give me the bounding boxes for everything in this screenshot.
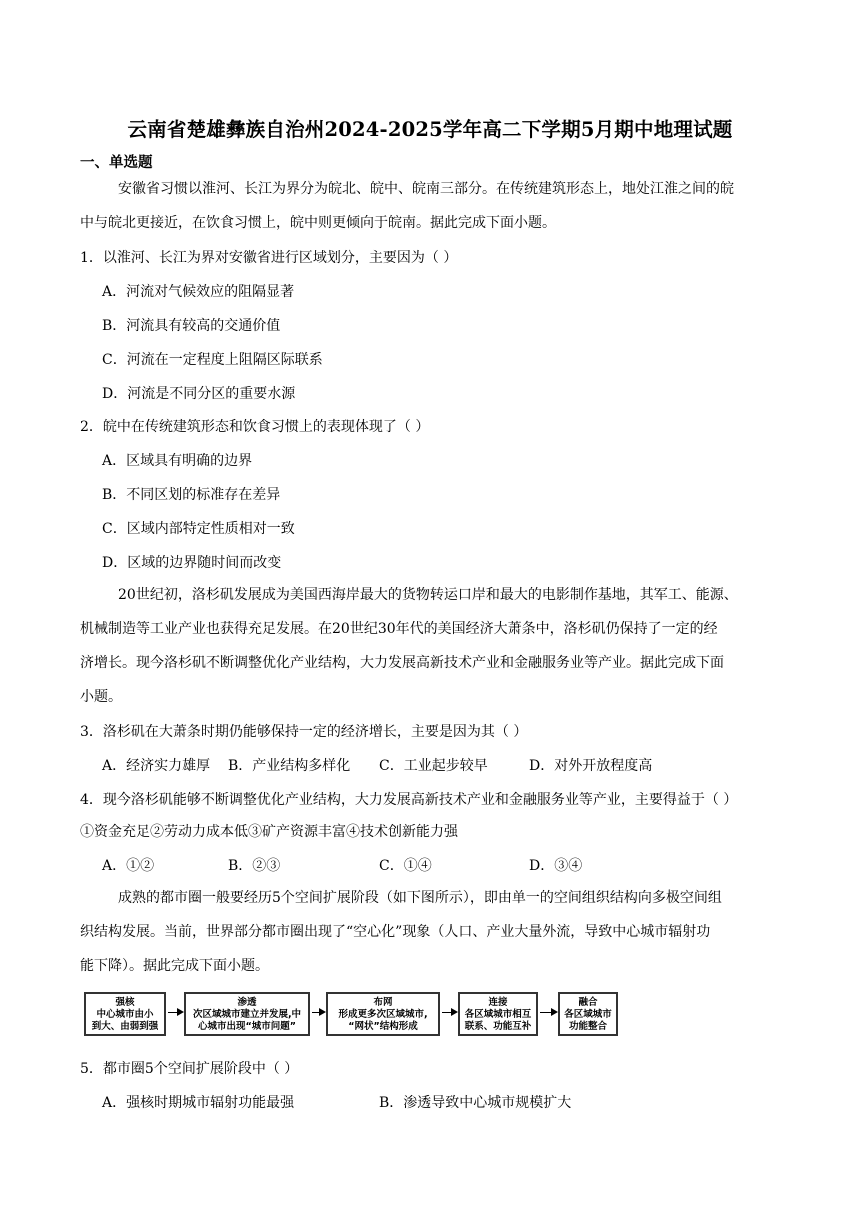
stage-text: “网状”结构形成	[348, 1021, 418, 1032]
passage-line: 20世纪初，洛杉矶发展成为美国西海岸最大的货物转运口岸和最大的电影制作基地，其军工、能源、	[118, 587, 738, 603]
question-4-stem: 4．现今洛杉矶能够不断调整优化产业结构，大力发展高新技术产业和金融服务业等产业，主要得益于（ ）	[80, 792, 738, 808]
question-3-option-d: D．对外开放程度高	[529, 758, 653, 774]
question-1-option-c: C．河流在一定程度上阻隔区际联系	[102, 352, 323, 368]
stage-box-connection	[458, 992, 538, 1036]
question-3-option-a: A．经济实力雄厚	[102, 758, 211, 774]
stage-text: 次区域城市建立并发展,中	[192, 1009, 302, 1020]
question-2-option-b: B．不同区划的标准存在差异	[102, 487, 281, 503]
passage-1	[80, 172, 785, 240]
arrow-icon	[312, 1012, 324, 1013]
question-1-option-a: A．河流对气候效应的阻隔显著	[102, 284, 295, 300]
question-5-option-a: A．强核时期城市辐射功能最强	[102, 1095, 295, 1111]
question-3-option-b: B．产业结构多样化	[228, 758, 351, 774]
stage-title: 连接	[488, 997, 508, 1008]
passage-line: 安徽省习惯以淮河、长江为界分为皖北、皖中、皖南三部分。在传统建筑形态上，地处江淮之间的皖	[118, 181, 734, 197]
question-5-stem: 5．都市圈5个空间扩展阶段中（ ）	[80, 1061, 299, 1077]
passage-line: 织结构发展。当前，世界部分都市圈出现了“空心化”现象（人口、产业大量外流，导致中心城市辐射功	[80, 924, 711, 940]
stage-flow-diagram	[84, 992, 624, 1042]
stage-title: 融合	[578, 997, 598, 1008]
stage-box-penetration	[184, 992, 310, 1036]
passage-line: 机械制造等工业产业也获得充足发展。在20世纪30年代的美国经济大萧条中，洛杉矶仍保持了一定的经	[80, 621, 718, 637]
question-2-stem: 2．皖中在传统建筑形态和饮食习惯上的表现体现了（ ）	[80, 419, 430, 435]
passage-3	[80, 881, 785, 983]
question-4-option-a: A．①②	[102, 858, 155, 874]
question-4-option-b: B．②③	[228, 858, 281, 874]
stage-text: 形成更多次区域城市,	[338, 1009, 428, 1020]
question-5-option-b: B．渗透导致中心城市规模扩大	[379, 1095, 572, 1111]
stage-text: 功能整合	[568, 1021, 607, 1032]
question-3-option-c: C．工业起步较早	[379, 758, 488, 774]
stage-box-fusion	[558, 992, 618, 1036]
stage-text: 心城市出现“城市问题”	[198, 1021, 296, 1032]
question-2-option-a: A．区域具有明确的边界	[102, 453, 253, 469]
passage-line: 能下降）。据此完成下面小题。	[80, 958, 269, 974]
stage-box-strong-core	[84, 992, 166, 1036]
section-heading: 一、单选题	[80, 154, 153, 171]
question-4-option-d: D．③④	[529, 858, 583, 874]
passage-line: 中与皖北更接近，在饮食习惯上，皖中则更倾向于皖南。据此完成下面小题。	[80, 215, 556, 231]
question-1-option-b: B．河流具有较高的交通价值	[102, 318, 281, 334]
arrow-icon	[442, 1012, 456, 1013]
arrow-icon	[168, 1012, 182, 1013]
stage-text: 到大、由弱到强	[91, 1021, 159, 1032]
question-2-option-d: D．区域的边界随时间而改变	[102, 555, 282, 571]
question-4-sub: ①资金充足②劳动力成本低③矿产资源丰富④技术创新能力强	[80, 824, 458, 840]
stage-text: 联系、功能互补	[464, 1021, 532, 1032]
passage-line: 小题。	[80, 689, 122, 705]
stage-text: 各区域城市相互	[464, 1009, 532, 1020]
question-4-option-c: C．①④	[379, 858, 432, 874]
stage-title: 布网	[373, 997, 393, 1008]
stage-title: 渗透	[237, 997, 257, 1008]
question-2-option-c: C．区域内部特定性质相对一致	[102, 521, 295, 537]
passage-line: 济增长。现今洛杉矶不断调整优化产业结构，大力发展高新技术产业和金融服务业等产业。据此完成下面	[80, 655, 724, 671]
stage-text: 中心城市由小	[96, 1009, 154, 1020]
page-title: 云南省楚雄彝族自治州2024-2025学年高二下学期5月期中地理试题	[127, 118, 733, 141]
question-1-option-d: D．河流是不同分区的重要水源	[102, 386, 296, 402]
stage-box-network	[326, 992, 440, 1036]
passage-line: 成熟的都市圈一般要经历5个空间扩展阶段（如下图所示），即由单一的空间组织结构向多极空间组	[118, 890, 722, 906]
arrow-icon	[540, 1012, 556, 1013]
question-3-stem: 3．洛杉矶在大萧条时期仍能够保持一定的经济增长，主要是因为其（ ）	[80, 724, 528, 740]
stage-text: 各区域城市	[564, 1009, 612, 1020]
stage-title: 强核	[115, 997, 135, 1008]
passage-2	[80, 578, 785, 714]
question-1-stem: 1．以淮河、长江为界对安徽省进行区域划分，主要因为（ ）	[80, 250, 458, 266]
